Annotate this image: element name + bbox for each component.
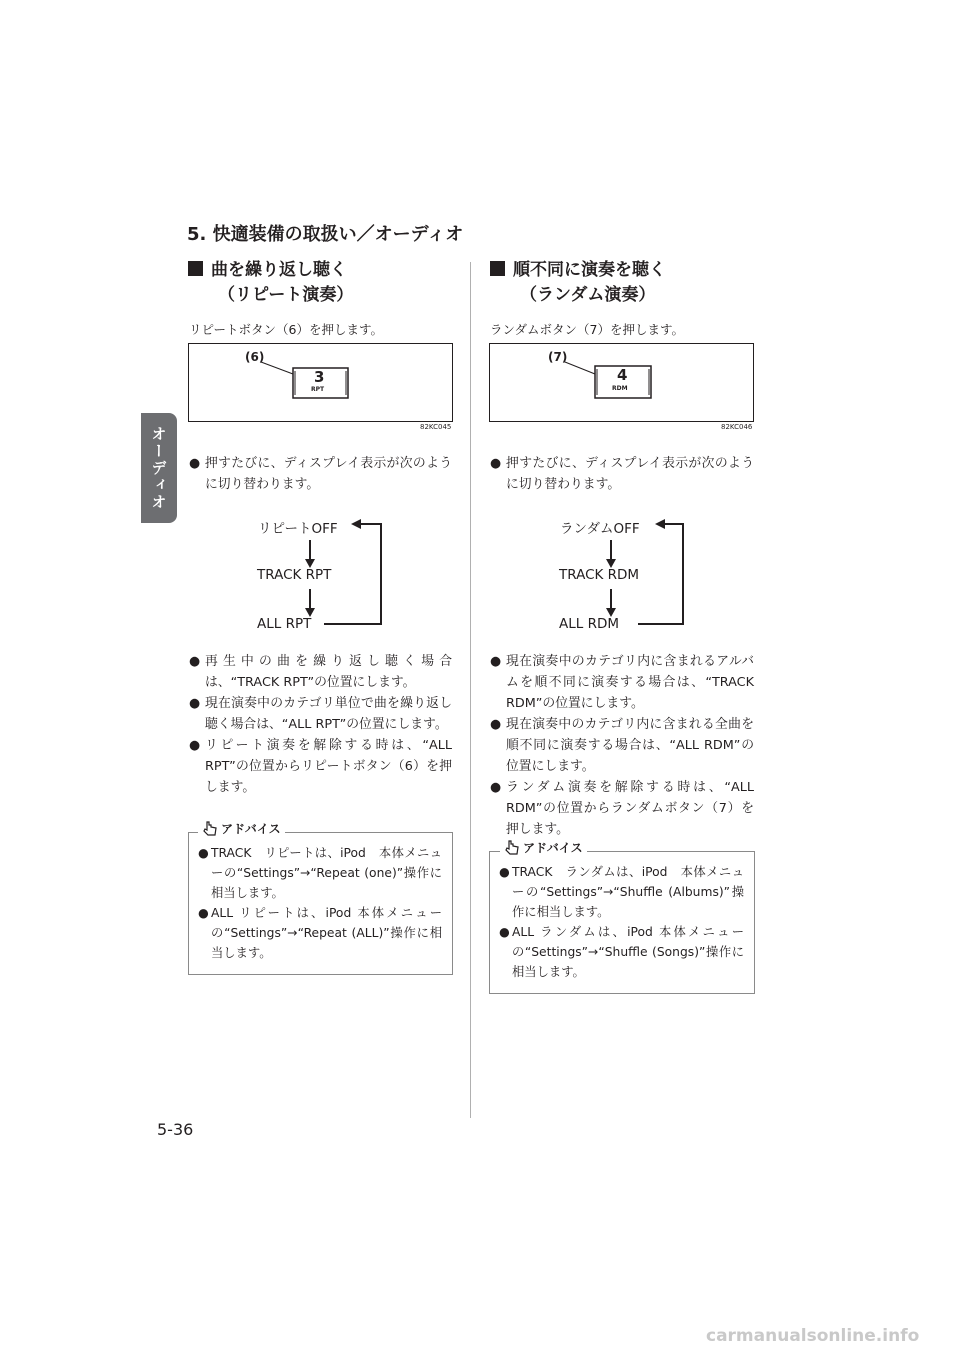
left-intro-bullet-text: 押すたびに、ディスプレイ表示が次のように切り替わります。 <box>205 456 452 492</box>
rpt-button-label: RPT <box>311 386 325 393</box>
column-divider <box>470 262 471 1118</box>
right-advice-header <box>500 839 587 856</box>
right-advice-box <box>489 851 755 994</box>
right-flow-step-2: TRACK RDM <box>559 567 640 583</box>
left-advice-title: アドバイス <box>221 822 281 836</box>
right-figure-code: 82KC046 <box>721 423 753 431</box>
left-bullet-list <box>189 651 452 798</box>
watermark: carmanualsonline.info <box>706 1326 920 1346</box>
left-advice-box <box>188 832 453 975</box>
rdm-button-number: 4 <box>617 366 628 384</box>
left-intro-bullet: ● 押すたびに、ディスプレイ表示が次のように切り替わります。 <box>189 453 452 495</box>
left-flow-step-3: ALL RPT <box>257 616 312 632</box>
list-item: ● ALL リピートは、iPod 本体メニューの“Settings”→“Repeat (ALL)”操作に相当します。 <box>198 906 442 960</box>
right-figure-rdm-button <box>489 343 754 422</box>
left-mode-flow <box>240 512 400 636</box>
rdm-button-label: RDM <box>612 385 628 392</box>
hand-pointer-icon <box>202 820 219 837</box>
right-intro-bullet-text: 押すたびに、ディスプレイ表示が次のように切り替わります。 <box>506 456 754 492</box>
list-item: ● TRACK ランダムは、iPod 本体メニューの“Settings”→“Shuffle (Albums)”操作に相当します。 <box>499 865 744 919</box>
heading-square-icon <box>490 261 505 276</box>
list-item: ● 現在演奏中のカテゴリ内に含まれる全曲を順不同に演奏する場合は、“ALL RDM”の位置にします。 <box>490 717 754 774</box>
left-figure-rpt-button <box>188 343 453 422</box>
list-item: ● TRACK リピートは、iPod 本体メニューの“Settings”→“Repeat (one)”操作に相当します。 <box>198 846 442 900</box>
right-bullet-list <box>490 651 754 840</box>
left-figure-code: 82KC045 <box>420 423 452 431</box>
section-title: 5. 快適装備の取扱い／オーディオ <box>187 224 464 245</box>
right-advice-title: アドバイス <box>523 841 583 855</box>
list-item: ● リピート演奏を解除する時は、“ALL RPT”の位置からリピートボタン（6）を押します。 <box>189 738 452 795</box>
right-heading-line1: 順不同に演奏を聴く <box>513 260 666 280</box>
left-heading <box>188 258 353 308</box>
right-heading <box>490 258 666 308</box>
heading-square-icon <box>188 261 203 276</box>
right-flow-step-3: ALL RDM <box>559 616 619 632</box>
left-figure-callout: (6) <box>245 350 265 364</box>
list-item: ● 再生中の曲を繰り返し聴く場合は、“TRACK RPT”の位置にします。 <box>189 654 452 690</box>
right-intro-bullet: ● 押すたびに、ディスプレイ表示が次のように切り替わります。 <box>490 453 754 495</box>
list-item: ● 現在演奏中のカテゴリ単位で曲を繰り返し聴く場合は、“ALL RPT”の位置にします。 <box>189 696 452 732</box>
side-tab-audio: オーディオ <box>141 413 177 523</box>
left-flow-step-1: リピートOFF <box>258 521 338 537</box>
left-lead-text: リピートボタン（6）を押します。 <box>189 322 383 337</box>
hand-pointer-icon <box>504 839 521 856</box>
right-lead-text: ランダムボタン（7）を押します。 <box>490 322 684 337</box>
right-heading-line2: （ランダム演奏） <box>520 285 656 305</box>
right-figure-callout: (7) <box>548 350 568 364</box>
list-item: ● ランダム演奏を解除する時は、“ALL RDM”の位置からランダムボタン（7）を押します。 <box>490 780 754 837</box>
right-flow-step-1: ランダムOFF <box>560 521 640 537</box>
list-item: ● 現在演奏中のカテゴリ内に含まれるアルバムを順不同に演奏する場合は、“TRACK RDM”の位置にします。 <box>490 654 754 711</box>
right-mode-flow <box>542 512 702 636</box>
page-number: 5-36 <box>157 1120 194 1139</box>
left-heading-line2: （リピート演奏） <box>218 285 354 305</box>
left-heading-line1: 曲を繰り返し聴く <box>211 260 347 280</box>
rpt-button-number: 3 <box>314 368 325 386</box>
left-advice-header <box>198 820 285 837</box>
list-item: ● ALL ランダムは、iPod 本体メニューの“Settings”→“Shuffle (Songs)”操作に相当します。 <box>499 925 744 979</box>
left-flow-step-2: TRACK RPT <box>257 567 332 583</box>
